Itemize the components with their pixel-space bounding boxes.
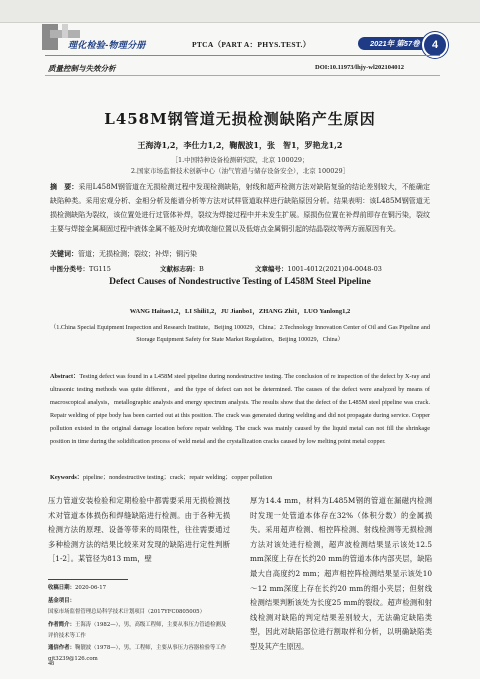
cn-abstract-text: 采用L458M钢管道在无损检测过程中发现检测缺陷，射线和超声检测方法对缺陷复验的结论差别较大，不能确定缺陷种类。采用宏观分析、金相分析及能谱分析等方法对试样管道取样进行缺陷原因分析。结果表明：该L485M钢管道无损检测缺陷为裂纹，该位置处进行过管体补焊，裂纹为焊接过程中并未发生扩展。原损伤位置在补焊前即存在铜污染，裂纹主要与焊接金属凝固过程中液体金属不能及时充填收缩位置以及低熔点金属铜引起的结晶裂纹等两方面原因有关。 <box>50 183 430 233</box>
footnote-fund <box>48 596 230 618</box>
clc-label: 中图分类号： <box>50 265 89 273</box>
cn-authors: 王海涛1,2，李仕力1,2，鞠靓波1，张 智1，罗艳龙1,2 <box>137 140 343 150</box>
volume-badge: 2021年 第57卷 <box>358 37 438 50</box>
cn-keywords-label: 关键词： <box>50 249 78 258</box>
journal-name: PTCA（PART A：PHYS.TEST.） <box>192 40 311 49</box>
en-abstract-label: Abstract： <box>50 373 80 380</box>
section-rule <box>45 75 440 76</box>
article-number-value: 1001-4012(2021)04-0048-03 <box>287 265 382 273</box>
cn-affiliation-1: ［1.中国特种设备检测研究院，北京 100029； <box>171 156 309 164</box>
footnote-rule <box>48 579 128 580</box>
doi: DOI:10.11973/lhjy-wl202104012 <box>315 64 405 71</box>
footnote-corr-value: 鞠靓波（1978—），男，工程师，主要从事压力容器检验等工作 gjt3239@126.com <box>48 645 227 662</box>
journal-logo-text: 理化检验-物理分册 <box>68 40 146 50</box>
page-number: 48 <box>48 661 54 667</box>
cn-keywords-text: 管道；无损检测；裂纹；补焊；铜污染 <box>78 250 197 258</box>
cn-abstract <box>50 180 430 236</box>
en-keywords-label: Keywords： <box>50 474 83 481</box>
footnote-fund-value: 国家市场监督管理总局科学技术计划项目（2017YFC0805005） <box>48 609 205 615</box>
en-keywords <box>50 472 272 481</box>
header-rule <box>45 55 440 56</box>
footnote-received-label: 收稿日期： <box>48 585 75 591</box>
footnote-author-value: 王海涛（1982—），男，高级工程师，主要从事压力管道检测及评价技术等工作 <box>48 622 227 639</box>
doc-code-value: B <box>199 265 204 273</box>
cn-affiliation-2: 2.国家市场监督技术创新中心（油气管道与储存设备安全），北京 100029］ <box>130 167 350 175</box>
cn-title: L458M钢管道无损检测缺陷产生原因 <box>104 110 376 128</box>
footnote-corresponding <box>48 643 230 665</box>
section-tag: 质量控制与失效分析 <box>48 64 116 73</box>
issue-number-badge: 4 <box>422 32 448 58</box>
en-keywords-text: pipeline；nondestructive testing；crack；repair welding；copper pollution <box>83 474 273 481</box>
en-affiliation: （1.China Special Equipment Inspection and Research Institute，Beijing 100029，China；2.Technology Innovation Center of Oil and Gas Pipeline and Storage Equipment Safety for State Market Regulation，Beijing 100029，China） <box>50 324 430 343</box>
en-abstract-text: Testing defect was found in a L458M steel pipeline during nondestructive testing. The conclusion of re inspection of the defect by X-ray and ultrasonic testing methods was quite different，and the type of defect can not be determined. The causes of the defect were analyzed by means of macroscopical analysis，metallographic analysis and energy spectrum analysis. The results show that the defect of the L485M steel pipeline was crack. Repair welding of pipe body has been carried out at this position. The crack was generated during welding and did not propagate during service. Copper pollution existed in the original damage location before repair welding. The crack was mainly caused by the liquid metal can not fill the shrinkage position in time during the solidification process of weld metal and the crystallization cracks caused by low melting point metal copper. <box>50 373 431 445</box>
article-number <box>255 264 382 273</box>
doc-code <box>160 264 204 273</box>
body-column-left: 压力管道安装检验和定期检验中都需要采用无损检测技术对管道本体损伤和焊缝缺陷进行检测。由于各种无损检测方法的原理、设备等带来的局限性，往往需要通过多种检测方法的结果比较来对发现的缺陷进行定性判断［1-2］。某管径为813 mm，壁 <box>48 496 230 564</box>
article-number-label: 文章编号： <box>255 265 288 273</box>
body-column-right: 厚为14.4 mm，材料为L485M钢的管道在漏磁内检测时发现一处管道本体存在32%（体积分数）的金属损失。采用超声检测、相控阵检测、射线检测等无损检测方法对该处进行检测，超声波检测结果显示该处12.5 mm深度上存在长约20 mm的管道本体内部夹层，缺陷最大自高度约2 mm；超声相控阵检测结果显示该处10～12 mm深度上存在长约20 mm的细小夹层；但射线检测结果判断该处为长度25 mm的裂纹。超声检测和射线检测对缺陷的判定结果差别较大，无法确定缺陷类型，因此对缺陷部位进行割取样和分析，以明确缺陷类型及其产生原因。 <box>250 496 432 651</box>
doc-code-label: 文献标志码： <box>160 265 199 273</box>
cn-abstract-label: 摘 要： <box>50 182 79 191</box>
footnote-fund-label: 基金项目： <box>48 598 75 604</box>
en-title: Defect Causes of Nondestructive Testing of L458M Steel Pipeline <box>109 277 371 287</box>
footnote-received-value: 2020-06-17 <box>74 585 107 591</box>
header-band <box>0 0 480 23</box>
footnote-received <box>48 583 230 594</box>
footnote-corr-label: 通信作者： <box>48 645 75 651</box>
cn-keywords <box>50 249 197 259</box>
footnote-author-label: 作者简介： <box>48 622 75 628</box>
clc-value: TG115 <box>89 265 111 273</box>
clc-number <box>50 264 111 273</box>
footnote-author <box>48 620 230 642</box>
en-abstract <box>50 370 430 448</box>
en-authors: WANG Haitao1,2，LI Shili1,2，JU Jianbo1，ZHANG Zhi1，LUO Yanlong1,2 <box>129 308 351 315</box>
